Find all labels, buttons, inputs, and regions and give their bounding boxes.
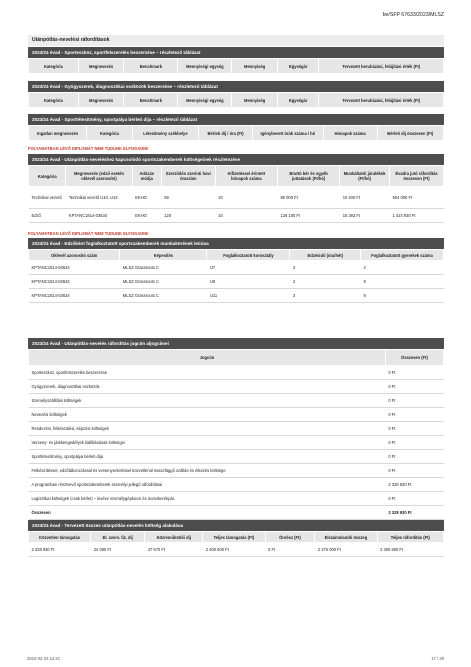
col-fee: El. szerv. fiz. díj [91,532,145,543]
diploma-notice: FOLYAMATBAN LÉVŐ DIPLOMÁT NEM TUDUNK ELFOGADNI! [28,231,149,236]
col-quantity: Mennyiség [232,93,278,108]
col-contrib: Munkáltatói járulékok (Ft/hó) [340,166,390,187]
cost-subcategories-table-title: 2023/24 évad - Utánpótlás-nevelés ráfordítás jogcím aljogcímei [28,338,444,349]
col-category: Kategória [29,166,66,187]
section-title: Utánpótlás-nevelési ráfordítások [28,35,444,46]
col-qualification: Képesítés [120,250,207,261]
col-location: Létesítmény székhelye [132,126,198,141]
total-label: Összesen [29,506,386,520]
col-settle-amount: Elszámolandó összeg [315,532,377,543]
table-row: Felkészítéssel, edzőtáborozással és versenyeztetéssel közvetlenül összefüggő szállás és étkezés költsége 0 Ft [29,464,444,478]
col-children: Foglalkoztatott gyerekek száma [360,250,443,261]
col-training-hours: Edzésidő (óra/hét) [290,250,361,261]
equipment-table-title: 2023/24 évad - Sporteszköz, sportfelszerelés beszerzése – részletező táblázat [28,47,444,58]
total-value: 2 328 930 Ft [385,506,443,520]
col-age-group: Foglalkoztatott korosztály [207,250,290,261]
facility-rent-table-title: 2023/24 évad - Sportlétesítmény, sportpálya bérleti díja – részletező táblázat [28,114,444,125]
col-unit: Mennyiségi egység [178,59,232,74]
col-rent-total: Bérleti díj összesen (Ft) [377,126,443,141]
table-row: KPTANC1814-03634 MLSZ Grassroots C U7 2 4 [29,261,444,275]
table-row: 2 328 930 Ft 24 000 Ft 47 670 Ft 2 400 600 Ft 0 Ft 2 376 000 Ft 2 400 600 Ft [29,543,444,557]
planned-costs-table-title: 2023/24 évad - Tervezett összes utánpótlás-nevelés költség alakulása [28,520,444,531]
col-unit-price: Egységár [277,59,319,74]
document-id: be/SFP 67633/2023/MLSZ [382,12,444,18]
coach-duties-table-title: 2023/24 évad - Edzőként foglalkoztatott sportszakemberek munkakörének leírása [28,238,444,249]
facility-rent-table [28,114,444,141]
medicine-table-title: 2023/24 évad - Gyógyszerek, diagnosztikai eszközök beszerzése – részletező táblázat [28,81,444,92]
col-hours-month: Igénybevett órák száma / hó [253,126,324,141]
col-megnevezes: Megnevezés [78,93,124,108]
cost-subcategories-table [28,338,444,520]
col-unit: Mennyiségi egység [178,93,232,108]
col-planned-value: Tervezett beruházási, felújítási érték (Ft) [319,93,444,108]
col-contributor-fee: Közreműködői díj [145,532,203,543]
table-row: Verseny- és játékengedélyek kiállításának költségei 0 Ft [29,436,444,450]
table-row: Rendezési, felkészülési, képzési költségek 0 Ft [29,422,444,436]
col-megnevezes: Megnevezés [78,59,124,74]
staff-costs-table [28,154,444,223]
col-jogcim: Jogcím [29,350,386,366]
col-hourly-rate: Bérleti díj / óra (Ft) [199,126,253,141]
table-row: Technikai vezető Technikai vezető U10, U13 EKHO 59 10 80 000 Ft 10 400 Ft 904 000 Ft [29,187,444,209]
col-season-total: Évadra jutó ráfordítás összesen (Ft) [390,166,444,187]
col-kategoria: Kategória [29,93,79,108]
col-kategoria: Kategória [29,59,79,74]
medicine-table [28,81,444,108]
col-benchmark: Benchmark [124,93,178,108]
col-planned-value: Tervezett beruházási, felújítási érték (Ft) [319,59,444,74]
staff-costs-table-title: 2023/24 évad - Utánpótlás-neveléshez kapcsolódó sportszakemberek költségeinek részletezése [28,154,444,165]
col-property: Ingatlan megnevezés [29,126,87,141]
col-gross: Bruttó bér és egyéb juttatások (Ft/hó) [277,166,339,187]
col-benchmark: Benchmark [124,59,178,74]
table-row: KPTANC1814-03634 MLSZ Grassroots C U11 3 9 [29,289,444,303]
coach-duties-table [28,238,444,303]
col-monthly-hours: Szerződés szerinti havi óraszám [161,166,215,187]
footer-timestamp: 2023-02-23 12:21 [27,656,61,661]
col-total: Összesen (Ft) [385,350,443,366]
col-months: Hónapok száma [323,126,377,141]
table-row: Sporteszköz, sportfelszerelés beszerzése 0 Ft [29,366,444,380]
table-row: A programban résztvevő sportszakemberek személyi jellegű ráfordításai 2 328 930 Ft [29,478,444,492]
table-row: Gyógyszerek, diagnosztikai eszközök 0 Ft [29,380,444,394]
col-months: Kifizetéssel érintett hónapok száma [215,166,277,187]
col-total-support: Teljes támogatás (Ft) [203,532,265,543]
page-number: 17 / 29 [431,656,444,661]
table-row: KPTANC1814-03634 MLSZ Grassroots C U9 2 9 [29,275,444,289]
col-tax: Adózás módja [132,166,161,187]
col-own-share: Önrész (Ft) [265,532,315,543]
col-name: Megnevezés (edző esetén oklevél azonosító) [66,166,132,187]
table-row: Személyszállítási költségek 0 Ft [29,394,444,408]
planned-costs-table [28,520,444,557]
table-row: Sportlétesítmény, sportpálya bérleti díja 0 Ft [29,450,444,464]
total-row [29,506,444,520]
col-category: Kategória [87,126,133,141]
col-quantity: Mennyiség [232,59,278,74]
col-total-expense: Teljes ráfordítás (Ft) [377,532,443,543]
table-row: Logisztikai költségek (csak bérlet) – kivéve személygépkocsi és motorkerékpár. 0 Ft [29,492,444,506]
equipment-table [28,47,444,74]
col-cert-id: Oklevél azonosító szám [29,250,120,261]
table-row: Nevezési költségek 0 Ft [29,408,444,422]
table-row: Edző KPTANC1814-03634 EKHO 120 10 126 100 Ft 16 393 Ft 1 424 930 Ft [29,209,444,223]
col-unit-price: Egységár [277,93,319,108]
col-direct-support: Közvetlen támogatás [29,532,91,543]
diploma-notice: FOLYAMATBAN LÉVŐ DIPLOMÁT NEM TUDUNK ELFOGADNI! [28,146,149,151]
